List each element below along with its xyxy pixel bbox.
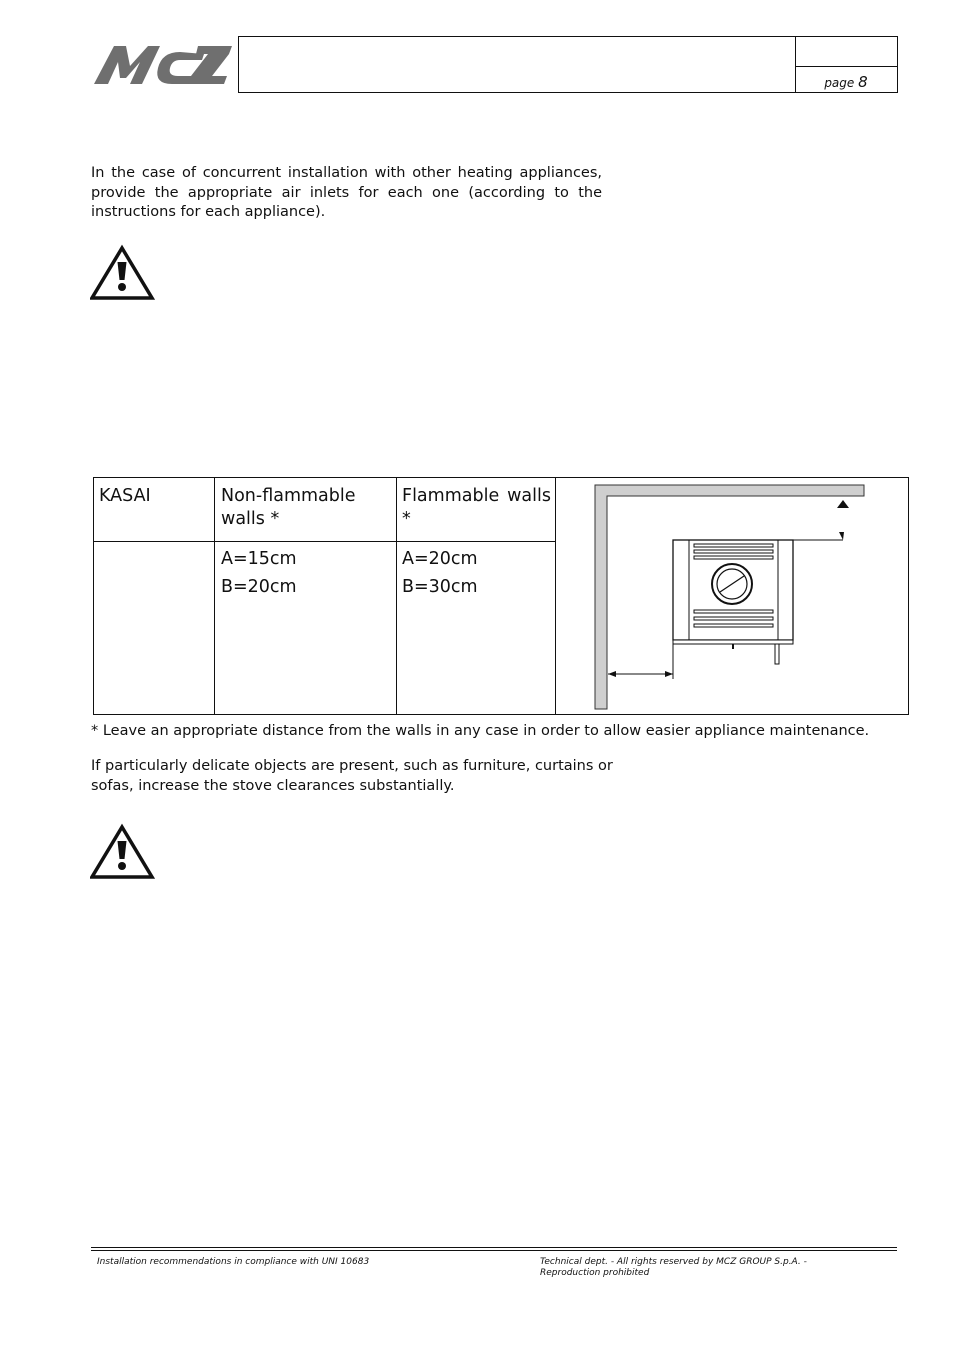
clearance-diagram: [556, 478, 908, 714]
table-cell-flammable-b: B=30cm: [402, 577, 478, 597]
table-footnote: * Leave an appropriate distance from the walls in any case in order to allow easier appliance maintenance.: [91, 723, 870, 739]
table-header-nonflammable: Non-flammable walls *: [221, 486, 356, 529]
paragraph-delicate-objects: If particularly delicate objects are present, such as furniture, curtains or sofas, increase the stove clearances substantially.: [91, 758, 613, 794]
table-cell-flammable-a: A=20cm: [402, 549, 478, 569]
footer-rule: [91, 1250, 897, 1251]
table-model-name: KASAI: [99, 486, 151, 506]
table-header-flammable: Flammable walls *: [402, 486, 551, 529]
footer-rule: [91, 1247, 897, 1248]
warning-triangle-icon: [90, 823, 156, 881]
table-divider: [93, 541, 556, 542]
table-cell-nonflammable-a: A=15cm: [221, 549, 297, 569]
table-divider: [214, 477, 215, 715]
page-indicator: [796, 73, 896, 91]
page-label: page: [824, 76, 855, 90]
footer-right-text: Technical dept. - All rights reserved by MCZ GROUP S.p.A. - Reproduction prohibited: [540, 1257, 807, 1278]
mcz-logo: [92, 42, 234, 88]
footer-left-text: Installation recommendations in compliance with UNI 10683: [97, 1257, 370, 1267]
warning-triangle-icon: [90, 244, 156, 302]
paragraph-air-inlets: In the case of concurrent installation with other heating appliances, provide the appropriate air inlets for each one (according to the instructions for each appliance).: [91, 165, 602, 220]
table-divider: [396, 477, 397, 715]
page-number: 8: [858, 73, 868, 91]
header-divider: [795, 66, 897, 67]
table-cell-nonflammable-b: B=20cm: [221, 577, 297, 597]
